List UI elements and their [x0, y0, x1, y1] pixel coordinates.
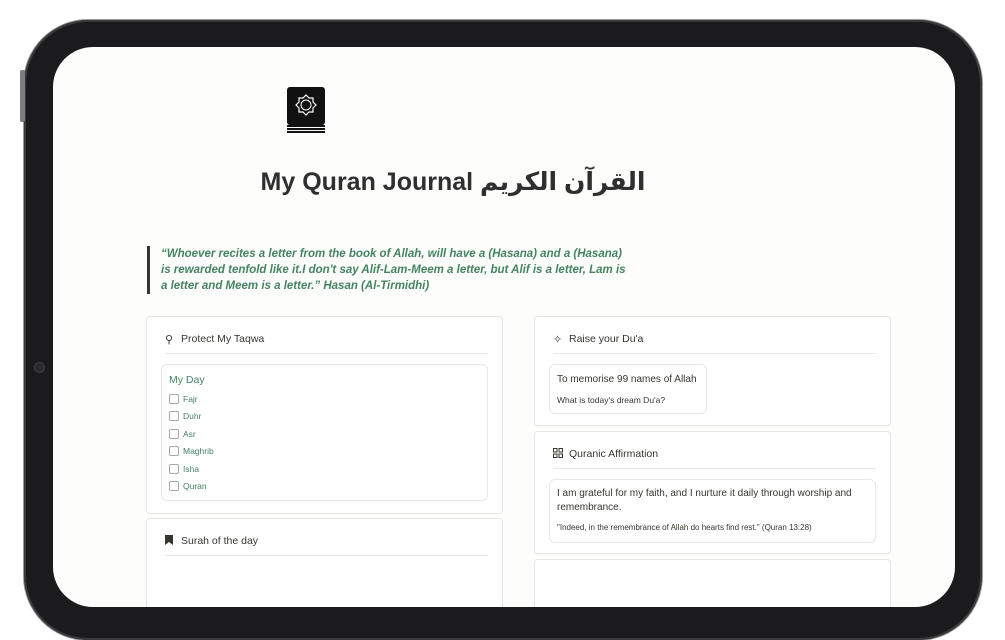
dua-subtitle: What is today's dream Du'a? [557, 395, 666, 405]
my-day-block [161, 364, 488, 501]
bookmark-icon [165, 535, 179, 548]
dua-card-title: Raise your Du'a [569, 333, 644, 345]
volume-button [20, 70, 25, 122]
affirmation-card-title: Quranic Affirmation [569, 448, 659, 460]
affirmation-reference: "Indeed, in the remembrance of Allah do hearts find rest." (Quran 13:28) [557, 523, 812, 532]
grid-icon [553, 448, 567, 461]
surah-card-title: Surah of the day [181, 535, 259, 547]
my-day-title: My Day [169, 374, 205, 386]
prayer-checkbox-asr[interactable]: Asr [169, 429, 196, 439]
affirmation-card-header [553, 448, 876, 469]
surah-card-header [165, 535, 488, 556]
affirmation-block[interactable] [549, 479, 876, 543]
taqwa-card [146, 316, 503, 514]
dua-goal-block[interactable] [549, 364, 707, 414]
checkbox-icon[interactable] [169, 411, 179, 421]
prayer-checkbox-duhr[interactable]: Duhr [169, 411, 201, 421]
taqwa-card-header [165, 333, 488, 354]
checkbox-icon[interactable] [169, 446, 179, 456]
dua-card [534, 316, 891, 426]
screen [53, 47, 955, 607]
checkbox-icon[interactable] [169, 429, 179, 439]
checkbox-icon[interactable] [169, 394, 179, 404]
dua-goal: To memorise 99 names of Allah [557, 374, 697, 385]
taqwa-card-title: Protect My Taqwa [181, 333, 265, 345]
camera-dot [34, 362, 45, 373]
affirmation-text: I am grateful for my faith, and I nurture it daily through worship and remembrance. [557, 488, 852, 513]
prayer-checkbox-quran[interactable]: Quran [169, 481, 207, 491]
sparkles-icon: ✧ [553, 334, 563, 346]
prayer-checkbox-isha[interactable]: Isha [169, 464, 199, 474]
page-title: My Quran Journal القرآن الكريم [260, 168, 646, 196]
key-icon: ⚲ [165, 334, 174, 346]
quran-book-icon[interactable] [287, 87, 325, 135]
next-card [534, 559, 891, 607]
prayer-checkbox-maghrib[interactable]: Maghrib [169, 446, 214, 456]
surah-card [146, 518, 503, 607]
affirmation-card [534, 431, 891, 554]
dua-card-header [553, 333, 876, 354]
prayer-checkbox-fajr[interactable]: Fajr [169, 394, 198, 404]
checkbox-icon[interactable] [169, 481, 179, 491]
hadith-quote: “Whoever recites a letter from the book of Allah, will have a (Hasana) and a (Hasana) is rewarded tenfold like it.I don't say Alif-Lam-Meem a letter, but Alif is a letter, Lam is a letter and Meem is a letter.” Hasan (Al-Tirmidhi) [147, 246, 631, 294]
checkbox-icon[interactable] [169, 464, 179, 474]
